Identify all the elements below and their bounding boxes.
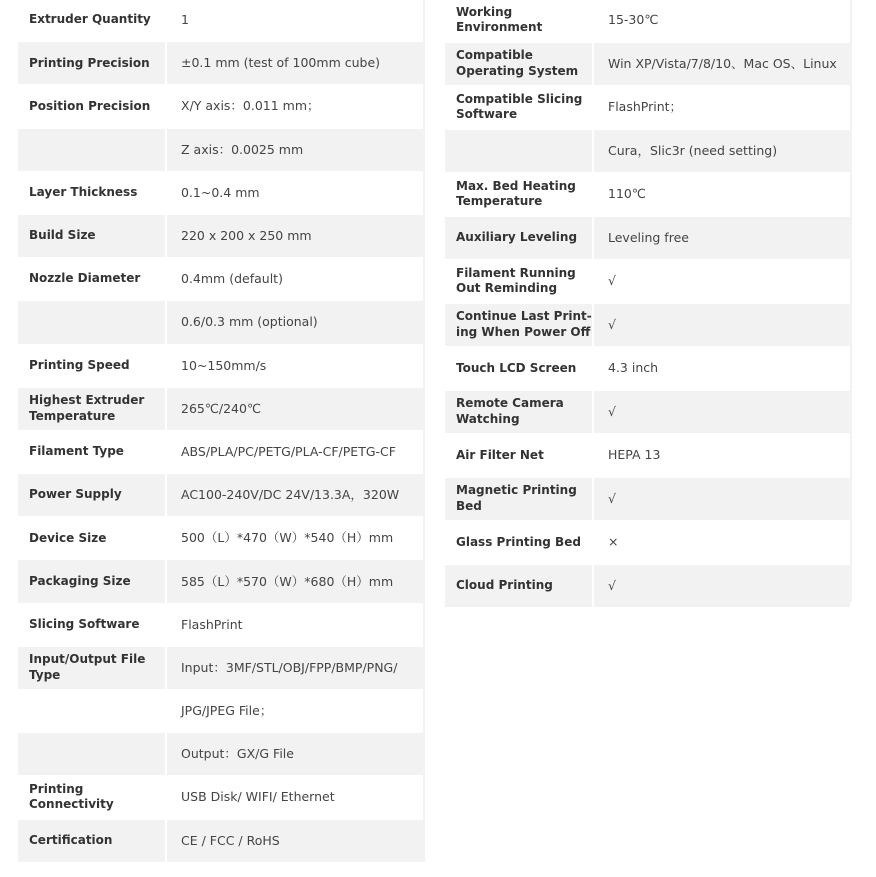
- spec-label: Slicing Software: [18, 604, 167, 647]
- table-row: [18, 85, 425, 128]
- table-row: [445, 0, 852, 43]
- spec-value: X/Y axis：0.011 mm；: [167, 85, 425, 128]
- spec-label: Certification: [18, 820, 167, 863]
- table-row: [445, 434, 852, 478]
- spec-label: Max. Bed Heating Temperature: [445, 173, 594, 217]
- spec-value: √: [594, 478, 852, 522]
- spec-label: [18, 690, 167, 733]
- spec-label: Remote Camera Watching: [445, 391, 594, 435]
- table-row: [18, 172, 425, 215]
- spec-label: Extruder Quantity: [18, 0, 167, 42]
- spec-value: Input：3MF/STL/OBJ/FPP/BMP/PNG/: [167, 647, 425, 690]
- spec-value: 15-30℃: [594, 0, 852, 43]
- table-row: [18, 604, 425, 647]
- table-row: [18, 0, 425, 42]
- table-row: [445, 86, 852, 130]
- table-row: [18, 301, 425, 344]
- spec-value: ABS/PLA/PC/PETG/PLA-CF/PETG-CF: [167, 431, 425, 474]
- spec-label: Input/Output File Type: [18, 647, 167, 690]
- table-row: [445, 521, 852, 565]
- spec-value: 0.4mm (default): [167, 258, 425, 301]
- spec-label: Glass Printing Bed: [445, 521, 594, 565]
- spec-value: 1: [167, 0, 425, 42]
- spec-value: 10~150mm/s: [167, 345, 425, 388]
- table-row: [445, 304, 852, 348]
- spec-label: Filament Type: [18, 431, 167, 474]
- spec-value: ×: [594, 521, 852, 565]
- spec-value: Leveling free: [594, 217, 852, 261]
- spec-label: Compatible Slicing Software: [445, 86, 594, 130]
- table-row: [445, 260, 852, 304]
- spec-value: 110℃: [594, 173, 852, 217]
- table-row: [18, 129, 425, 172]
- spec-value: 585（L）*570（W）*680（H）mm: [167, 560, 425, 603]
- table-row: [18, 345, 425, 388]
- spec-label: [445, 130, 594, 174]
- spec-label: Nozzle Diameter: [18, 258, 167, 301]
- spec-value: Win XP/Vista/7/8/10、Mac OS、Linux: [594, 43, 852, 87]
- table-row: [445, 347, 852, 391]
- table-row: [445, 478, 852, 522]
- left-spec-table: [18, 0, 425, 863]
- right-spec-body: [445, 0, 852, 608]
- spec-label: Layer Thickness: [18, 172, 167, 215]
- table-row: [18, 820, 425, 863]
- spec-value: 0.6/0.3 mm (optional): [167, 301, 425, 344]
- table-row: [445, 391, 852, 435]
- left-spec-body: [18, 0, 425, 863]
- spec-value: JPG/JPEG File；: [167, 690, 425, 733]
- spec-value: 0.1~0.4 mm: [167, 172, 425, 215]
- spec-value: FlashPrint: [167, 604, 425, 647]
- table-row: [18, 776, 425, 819]
- spec-label: Position Precision: [18, 85, 167, 128]
- spec-label: Auxiliary Leveling: [445, 217, 594, 261]
- table-row: [445, 173, 852, 217]
- table-row: [18, 215, 425, 258]
- table-row: [18, 474, 425, 517]
- spec-label: Power Supply: [18, 474, 167, 517]
- spec-value: √: [594, 260, 852, 304]
- table-row: [445, 217, 852, 261]
- spec-label: Filament Running Out Reminding: [445, 260, 594, 304]
- spec-value: CE / FCC / RoHS: [167, 820, 425, 863]
- spec-value: 220 x 200 x 250 mm: [167, 215, 425, 258]
- spec-value: 4.3 inch: [594, 347, 852, 391]
- spec-label: Packaging Size: [18, 560, 167, 603]
- spec-label: Magnetic Printing Bed: [445, 478, 594, 522]
- spec-value: Z axis：0.0025 mm: [167, 129, 425, 172]
- spec-label: Device Size: [18, 517, 167, 560]
- spec-value: 265℃/240℃: [167, 388, 425, 431]
- spec-value: √: [594, 391, 852, 435]
- spec-value: √: [594, 565, 852, 609]
- spec-label: Printing Precision: [18, 42, 167, 85]
- table-row: [18, 388, 425, 431]
- spec-value: Cura，Slic3r (need setting): [594, 130, 852, 174]
- spec-label: Printing Connectivity: [18, 776, 167, 819]
- spec-value: √: [594, 304, 852, 348]
- table-row: [18, 647, 425, 690]
- spec-label: [18, 301, 167, 344]
- spec-value: 500（L）*470（W）*540（H）mm: [167, 517, 425, 560]
- table-row: [18, 42, 425, 85]
- spec-value: ±0.1 mm (test of 100mm cube): [167, 42, 425, 85]
- spec-label: Compatible Operating System: [445, 43, 594, 87]
- spec-value: FlashPrint；: [594, 86, 852, 130]
- table-edge-divider: [850, 0, 852, 602]
- table-row: [18, 431, 425, 474]
- table-row: [445, 565, 852, 609]
- table-row: [18, 560, 425, 603]
- spec-label: [18, 129, 167, 172]
- spec-label: [18, 733, 167, 776]
- spec-label: Highest Extruder Temperature: [18, 388, 167, 431]
- table-edge-divider: [423, 0, 425, 862]
- spec-label: Air Filter Net: [445, 434, 594, 478]
- spec-label: Working Environment: [445, 0, 594, 43]
- table-row: [445, 43, 852, 87]
- spec-value: AC100-240V/DC 24V/13.3A，320W: [167, 474, 425, 517]
- table-row: [18, 690, 425, 733]
- spec-label: Cloud Printing: [445, 565, 594, 609]
- spec-label: Build Size: [18, 215, 167, 258]
- table-row: [18, 733, 425, 776]
- right-spec-table: [445, 0, 852, 608]
- table-row: [18, 258, 425, 301]
- table-row: [18, 517, 425, 560]
- table-row: [445, 130, 852, 174]
- spec-label: Touch LCD Screen: [445, 347, 594, 391]
- spec-value: Output：GX/G File: [167, 733, 425, 776]
- spec-value: HEPA 13: [594, 434, 852, 478]
- spec-label: Continue Last Print-ing When Power Off: [445, 304, 594, 348]
- spec-label: Printing Speed: [18, 345, 167, 388]
- spec-value: USB Disk/ WIFI/ Ethernet: [167, 776, 425, 819]
